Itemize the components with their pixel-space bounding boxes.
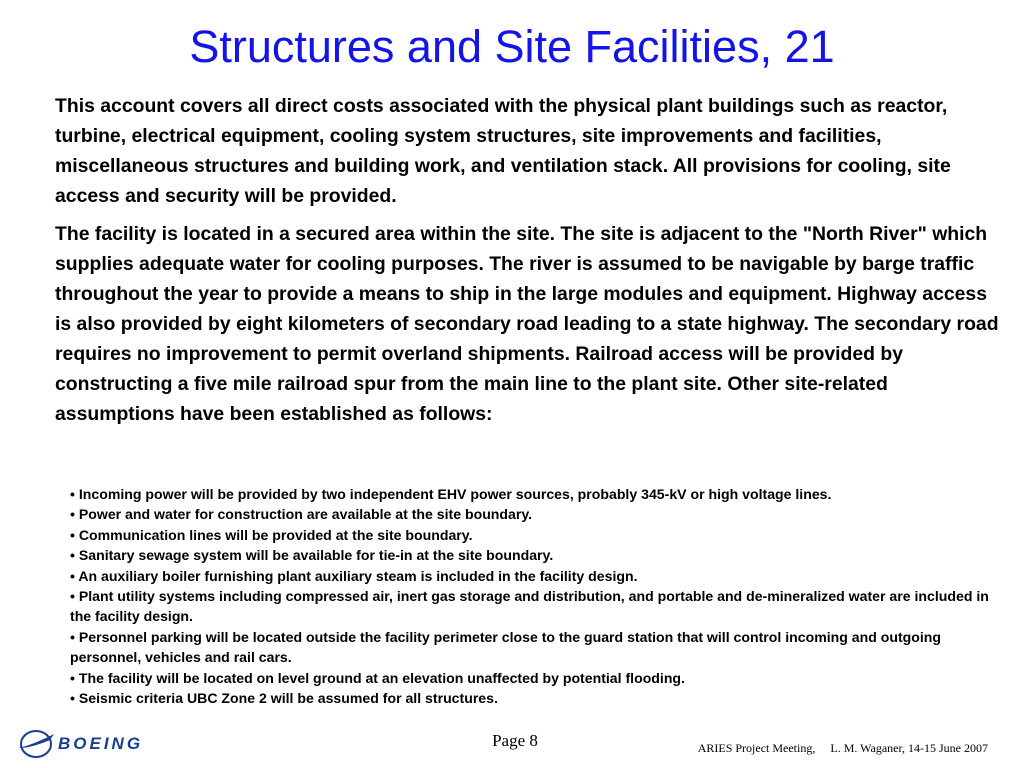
list-item: • Power and water for construction are available at the site boundary. <box>70 506 533 523</box>
list-item: • Personnel parking will be located outside the facility perimeter close to the guard station that will control incoming and outgoing personnel, vehicles and rail cars. <box>70 628 942 666</box>
list-item: • Seismic criteria UBC Zone 2 will be assumed for all structures. <box>70 690 498 707</box>
list-item: • Plant utility systems including compressed air, inert gas storage and distribution, and portable and de-mineralized water are included in the facility design. <box>70 588 989 625</box>
list-item: • An auxiliary boiler furnishing plant auxiliary steam is included in the facility design. <box>70 567 638 584</box>
site-assumptions-list <box>70 484 1010 708</box>
list-item: • The facility will be located on level ground at an elevation unaffected by potential flooding. <box>70 669 685 686</box>
footer-meeting: ARIES Project Meeting, <box>697 741 816 755</box>
slide-title: Structures and Site Facilities, 21 <box>189 21 835 72</box>
list-item: • Sanitary sewage system will be available for tie-in at the site boundary. <box>70 547 554 564</box>
list-item: • Communication lines will be provided at the site boundary. <box>70 526 473 543</box>
list-item: • Incoming power will be provided by two independent EHV power sources, probably 345-kV or high voltage lines. <box>70 486 832 502</box>
boeing-logo <box>14 726 189 762</box>
footer-author-date: L. M. Waganer, 14-15 June 2007 <box>830 741 988 755</box>
paragraph-site-description: The facility is located in a secured area within the site. The site is adjacent to the "North River" which supplies adequate water for cooling purposes. The river is assumed to be navigable by barge traffic throughout the year to provide a means to ship in the large modules and equipment. Highway access is also provided by eight kilometers of secondary road leading to a state highway. The secondary road requires no improvement to permit overland shipments. Railroad access will be provided by constructing a five mile railroad spur from the main line to the plant site. Other site-related assumptions have been established as follows: <box>55 223 999 425</box>
footer-meta <box>698 741 988 756</box>
logo-wordmark: BOEING <box>58 734 144 753</box>
page-number: Page 8 <box>492 731 538 750</box>
paragraph-account-scope: This account covers all direct costs associated with the physical plant buildings such as reactor, turbine, electrical equipment, cooling system structures, site improvements and facilities, miscellaneous structures and building work, and ventilation stack. All provisions for cooling, site access and security will be provided. <box>55 95 951 207</box>
